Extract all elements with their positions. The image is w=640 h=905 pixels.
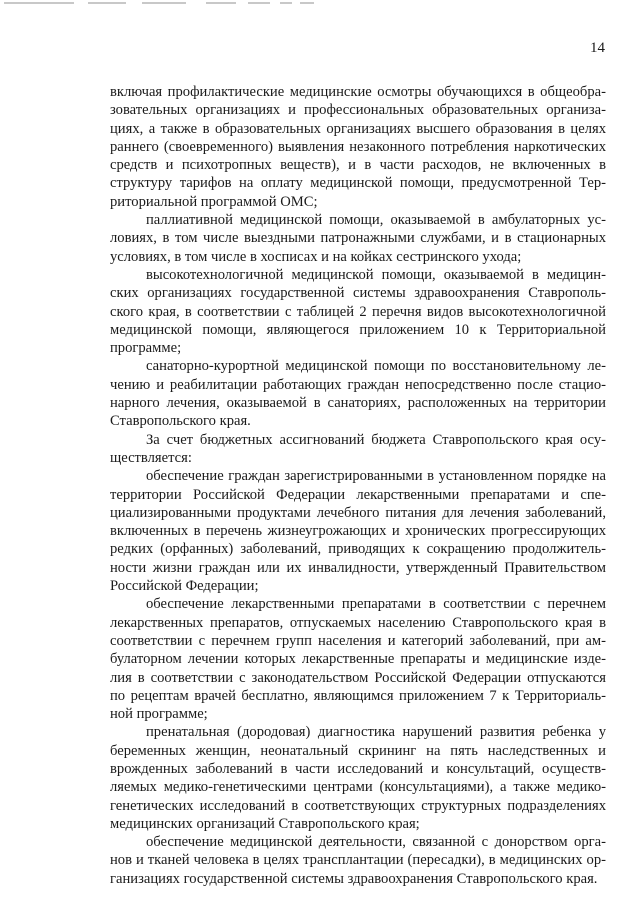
paragraph-sanatorium-care: санаторно-курортной медицинской помощи по восстановительному лечению и реабилитации работающих граждан непосредственно после стационарного лечения, оказываемой в санаториях, расположенных на территории Ставропольского края. xyxy=(110,358,606,430)
page-number: 14 xyxy=(590,40,605,56)
paragraph-palliative-care: паллиативной медицинской помощи, оказываемой в амбулаторных условиях, в том числе выездными патронажными службами, и в стационарных условиях, в том числе в хосписах и на койках сестринского ухода; xyxy=(110,212,606,265)
paragraph-budget-funding: За счет бюджетных ассигнований бюджета Ставропольского края осуществляется: xyxy=(110,431,606,466)
scan-artifact-line xyxy=(0,2,330,5)
paragraph-orphan-drugs: обеспечение граждан зарегистрированными в установленном порядке на территории Российской Федерации лекарственными препаратами и специализированными продуктами лечебного питания для лечения заболеваний, включенных в перечень жизнеугрожающих и хронических прогрессирующих редких (орфанных) заболеваний, приводящих к сокращению продолжительности жизни граждан или их инвалидности, утвержденный Правительством Российской Федерации; xyxy=(110,468,606,595)
paragraph-continuation: включая профилактические медицинские осмотры обучающихся в общеобразовательных организациях и профессиональных образовательных организациях, а также в образовательных организациях высшего образования в целях раннего (своевременного) выявления незаконного потребления наркотических средств и психотропных веществ), и в части расходов, не включенных в структуру тарифов на оплату медицинской помощи, предусмотренной Территориальной программой ОМС; xyxy=(110,84,606,210)
paragraph-high-tech-care: высокотехнологичной медицинской помощи, оказываемой в медицинских организациях государственной системы здравоохранения Ставропольского края, в соответствии с таблицей 2 перечня видов высокотехнологичной медицинской помощи, являющегося приложением 10 к Территориальной программе; xyxy=(110,266,606,357)
paragraph-free-prescriptions: обеспечение лекарственными препаратами в соответствии с перечнем лекарственных препаратов, отпускаемых населению Ставропольского края в соответствии с перечнем групп населения и категорий заболеваний, при амбулаторном лечении которых лекарственные препараты и медицинские изделия в соответствии с законодательством Российской Федерации отпускаются по рецептам врачей бесплатно, являющимся приложением 7 к Территориальной программе; xyxy=(110,596,606,723)
paragraph-organ-donation: обеспечение медицинской деятельности, связанной с донорством органов и тканей человека в целях трансплантации (пересадки), в медицинских организациях государственной системы здравоохранения Ставропольского края. xyxy=(110,834,606,887)
document-body xyxy=(110,83,606,888)
paragraph-prenatal-diagnostics: пренатальная (дородовая) диагностика нарушений развития ребенка у беременных женщин, неонатальный скрининг на пять наследственных и врожденных заболеваний в части исследований и консультаций, осуществляемых медико-генетическими центрами (консультациями), а также медико-генетических исследований в соответствующих структурных подразделениях медицинских организаций Ставропольского края; xyxy=(110,724,606,832)
